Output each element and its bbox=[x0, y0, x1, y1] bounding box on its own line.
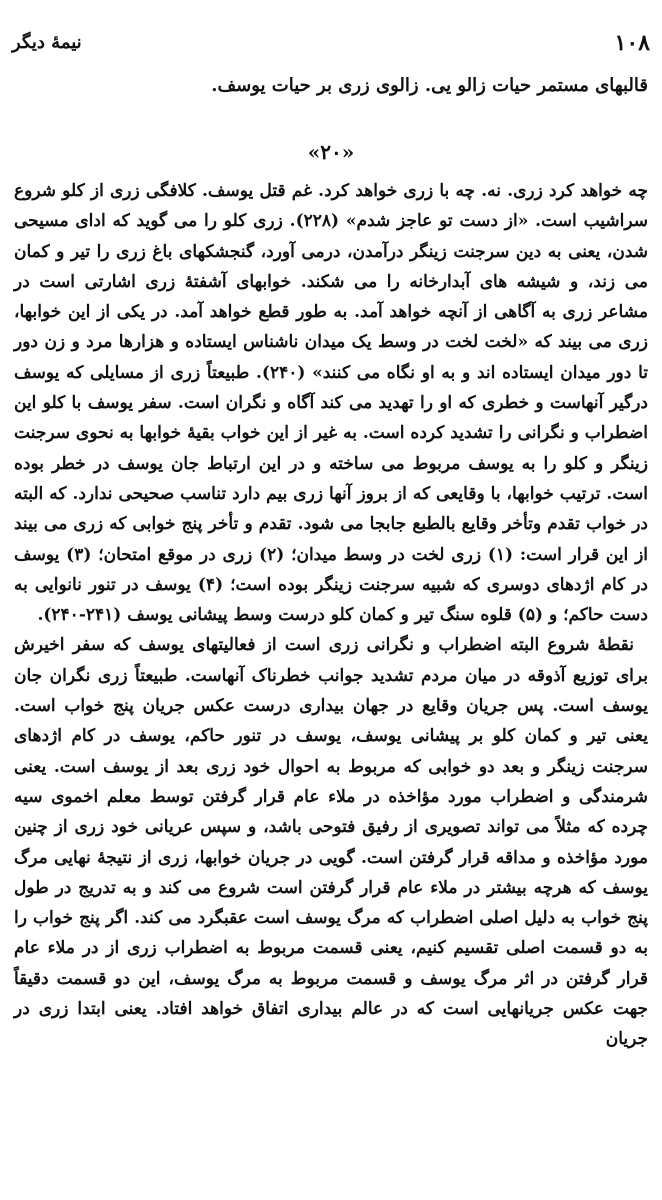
paragraph: نقطهٔ شروع البته اضطراب و نگرانی زری است از فعالیتهای یوسف که سفر اخیرش برای توزیع آذوقه در میان مردم تشدید جوانب خطرناک آنهاست. طبیعتاً زری نگران جان یوسف است. پس جریان وقایع در جهان بیداری درست عکس جریان پنج خواب است. یعنی تیر و کمان کلو بر پیشانی یوسف، یوسف در تنور حاکم، یوسف در کام اژدهای سرجنت زینگر و بعد دو خوابی که مربوط به احوال خود زری بعد از یوسف است. یعنی شرمندگی و اضطراب مورد مؤاخذه در ملاء عام قرار گرفتن توسط معلم اخموی سیه چرده که مثلاً می تواند تصویری از رفیق فتوحی باشد، و سپس عریانی خود زری از چنین مورد مؤاخذه و مداقه قرار گرفتن است. گویی در جریان خوابها، زری از نتیجهٔ نهایی مرگ یوسف که هرچه بیشتر در ملاء عام قرار گرفتن است شروع می کند و به تدریج در طول پنج خواب به دلیل اصلی اضطراب که مرگ یوسف است عقبگرد می کند. اگر پنج خواب را به دو قسمت اصلی تقسیم کنیم، یعنی قسمت مربوط به اضطراب زری از در ملاء عام قرار گرفتن در اثر مرگ یوسف و قسمت مربوط به مرگ یوسف، این دو قسمت دقیقاً جهت عکس جریانهایی است که در عالم بیداری اتفاق خواهد افتاد. یعنی ابتدا زری در جریان bbox=[14, 635, 648, 1050]
section-number: «۲۰» bbox=[307, 140, 355, 164]
running-title: نیمهٔ دیگر bbox=[12, 32, 82, 53]
paragraph: چه خواهد کرد زری. نه. چه با زری خواهد کرد. غم قتل یوسف. کلافگی زری از کلو شروع سراشیب است. «از دست تو عاجز شدم» (۲۲۸). زری کلو را می گوید که ادای مسیحی شدن، یعنی به دین سرجنت زینگر درآمدن، درمی آورد، گنجشکهای باغ زری را تیر و کمان می زند، و شیشه های آبدارخانه را می شکند. خوابهای آشفتهٔ زری اشارتی است در مشاعر زری به آگاهی از آنچه خواهد آمد. به طور قطع خواهد آمد. در یکی از این خوابها، زری می بیند که «لخت لخت در وسط یک میدان ناشناس ایستاده و هزارها مرد و زن دور تا دور میدان ایستاده اند و به او نگاه می کنند» (۲۴۰). طبیعتاً زری از مسایلی که یوسف درگیر آنهاست و خطری که او را تهدید می کند آگاه و نگران است. سفر یوسف با کلو این اضطراب و نگرانی را تشدید کرده است. به غیر از این خواب بقیهٔ خوابها به نحوی سرجنت زینگر و کلو را به یوسف مربوط می ساخته و در این ارتباط جان یوسف در خطر بوده است. ترتیب خوابها، با وقایعی که از بروز آنها زری بیم دارد تناسب صحیحی ندارد. که البته در خواب تقدم وتأخر وقایع بالطبع جابجا می شود. تقدم و تأخر پنج خوابی که زری می بیند از این قرار است: (۱) زری لخت در وسط میدان؛ (۲) زری در موقع امتحان؛ (۳) یوسف در کام اژدهای دوسری که شبیه سرجنت زینگر بوده است؛ (۴) یوسف در تنور نانوایی به دست حاکم؛ و (۵) قلوه سنگ تیر و کمان کلو درست وسط پیشانی یوسف (۲۴۱-۲۴۰). bbox=[14, 181, 649, 626]
page-number: ۱۰۸ bbox=[614, 30, 650, 56]
running-header bbox=[12, 30, 650, 64]
body-text bbox=[14, 176, 648, 1055]
intro-line: قالبهای مستمر حیات زالو یی. زالوی زری بر حیات یوسف. bbox=[211, 75, 648, 96]
